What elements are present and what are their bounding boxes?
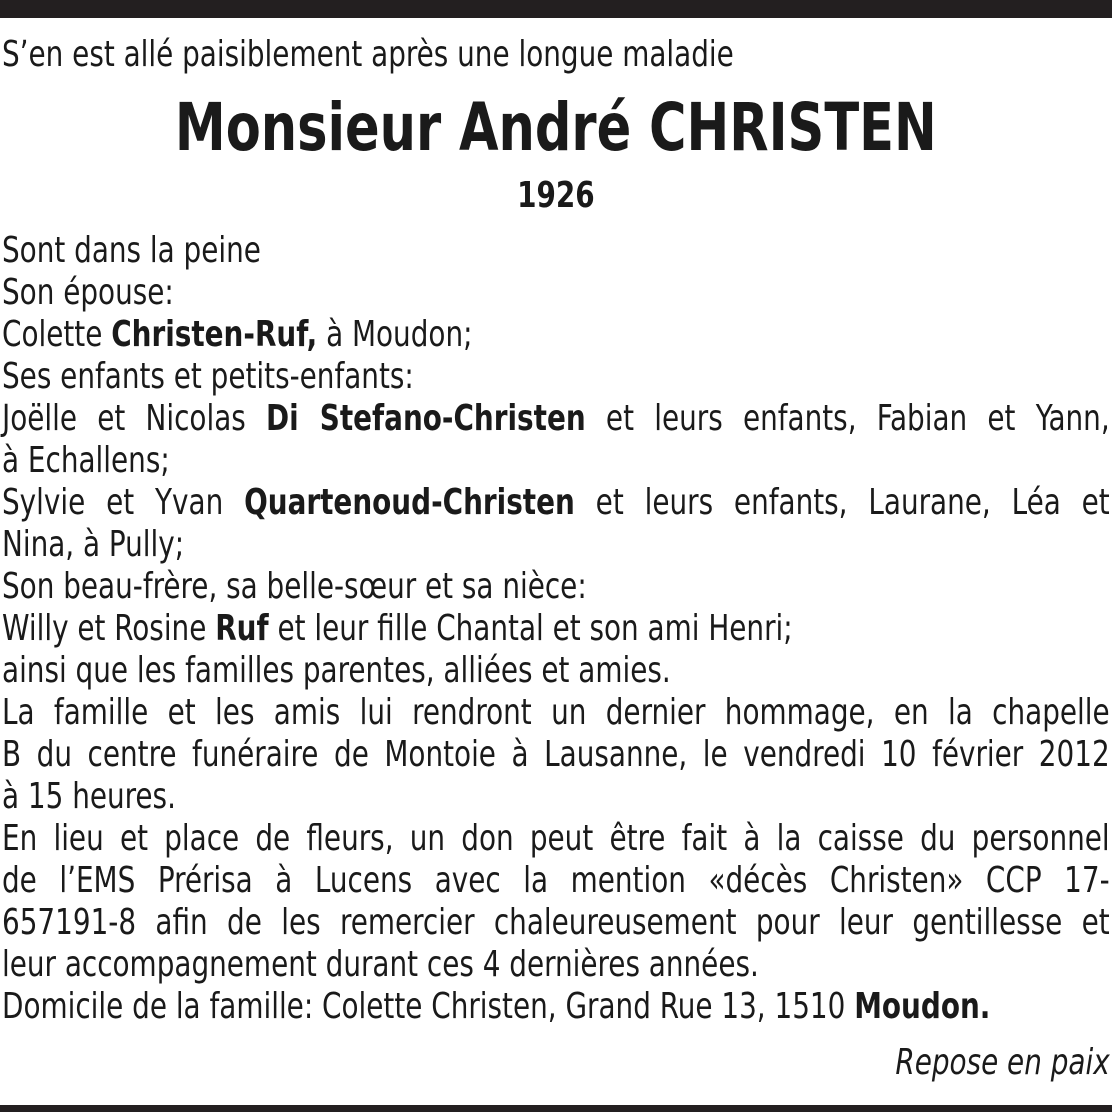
address-city: Moudon. (854, 986, 991, 1027)
obituary-notice (2, 34, 1110, 1112)
spouse-place: à Moudon; (317, 314, 473, 355)
donation-line-4: leur accompagnement durant ces 4 dernières années. (2, 944, 759, 985)
child1-line (2, 398, 1110, 440)
address-text: Domicile de la famille: Colette Christen, Grand Rue 13, 1510 (2, 986, 855, 1027)
child1-rest: et leurs enfants, Fabian et Yann, (585, 398, 1110, 439)
inlaws-line (2, 608, 1110, 650)
deceased-name: Monsieur André CHRISTEN (174, 89, 937, 166)
top-rule (0, 0, 1112, 18)
child1-first-names: Joëlle et Nicolas (2, 398, 267, 439)
child2-rest: et leurs enfants, Laurane, Léa et (574, 482, 1110, 523)
birth-year: 1926 (517, 175, 595, 216)
inlaws-surname: Ruf (215, 608, 269, 649)
child2-first-names: Sylvie et Yvan (2, 482, 245, 523)
child1-surname: Di Stefano-Christen (266, 398, 586, 439)
bottom-rule (0, 1105, 1112, 1112)
spouse-heading: Son épouse: (2, 272, 174, 313)
inlaws-heading: Son beau-frère, sa belle-sœur et sa nièce: (2, 566, 587, 607)
spouse-first-name: Colette (2, 314, 112, 355)
spouse-line (2, 314, 1110, 356)
ceremony-line-2: B du centre funéraire de Montoie à Lausanne, le vendredi 10 février 2012 (2, 734, 1110, 775)
spouse-surname: Christen-Ruf, (111, 314, 318, 355)
inlaws-first-names: Willy et Rosine (2, 608, 216, 649)
donation-line-3: 657191-8 afin de les remercier chaleureusement pour leur gentillesse et (2, 902, 1110, 943)
address-line (2, 986, 1110, 1028)
ceremony-line-3: à 15 heures. (2, 776, 176, 817)
intro-line: S’en est allé paisiblement après une longue maladie (2, 34, 734, 75)
child2-surname: Quartenoud-Christen (244, 482, 575, 523)
donation-line-1: En lieu et place de fleurs, un don peut être fait à la caisse du personnel (2, 818, 1110, 859)
child1-place: à Echallens; (2, 440, 170, 481)
mourners-heading: Sont dans la peine (2, 230, 261, 271)
child2-line (2, 482, 1110, 524)
children-heading: Ses enfants et petits-enfants: (2, 356, 414, 397)
inlaws-rest: et leur fille Chantal et son ami Henri; (268, 608, 793, 649)
donation-line-2: de l’EMS Prérisa à Lucens avec la mention «décès Christen» CCP 17- (2, 860, 1110, 901)
closing-phrase: Repose en paix (895, 1042, 1110, 1083)
ceremony-line-1: La famille et les amis lui rendront un dernier hommage, en la chapelle (2, 692, 1110, 733)
families-line: ainsi que les familles parentes, alliées et amies. (2, 650, 671, 691)
obituary-body (2, 230, 1110, 1028)
child2-place: Nina, à Pully; (2, 524, 185, 565)
